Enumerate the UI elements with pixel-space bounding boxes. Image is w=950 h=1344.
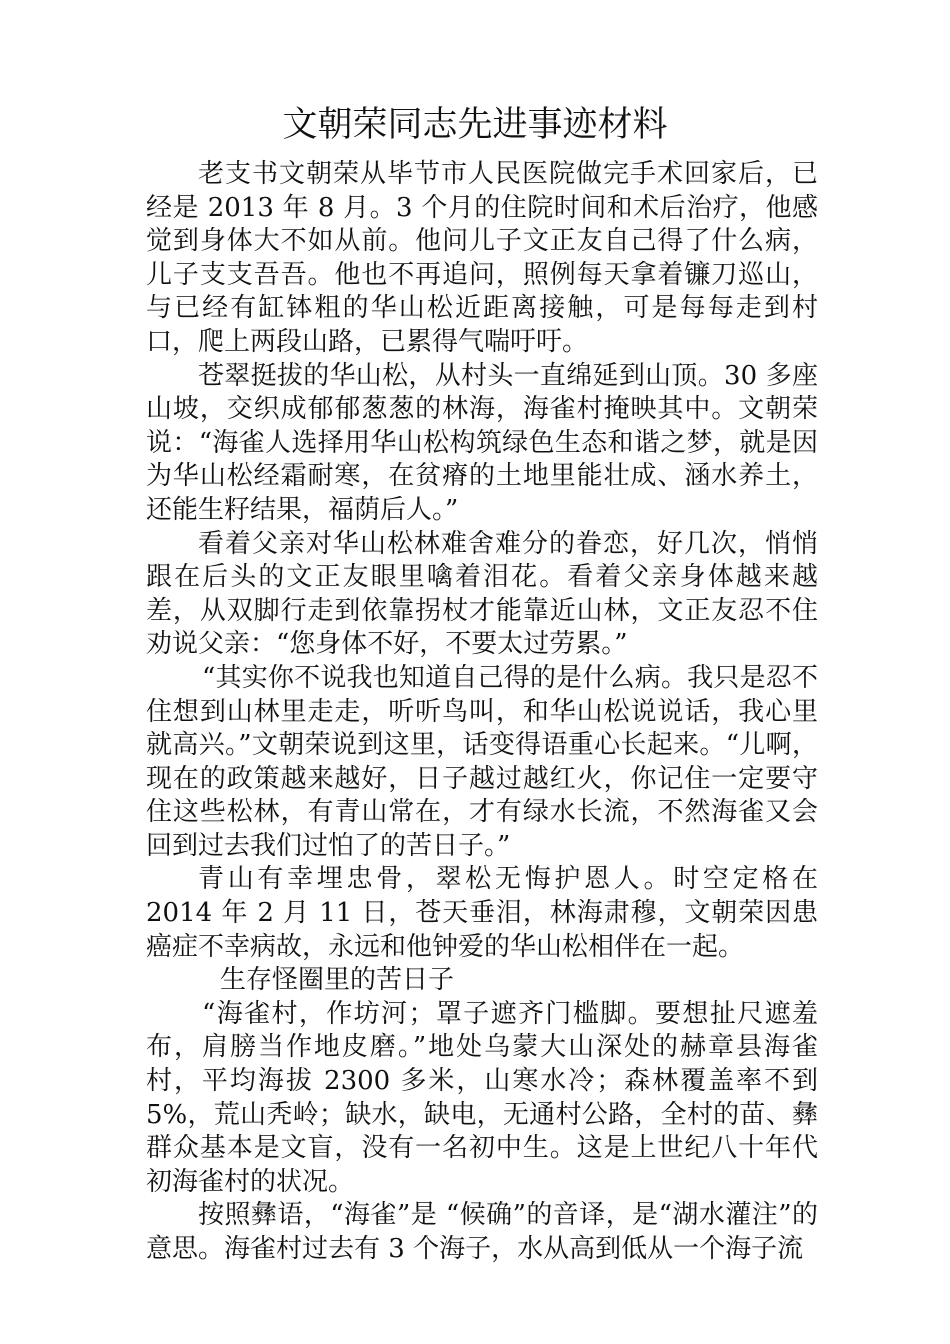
- document-body: [146, 158, 818, 1267]
- paragraph-2: 苍翠挺拔的华山松，从村头一直绵延到山顶。30 多座山坡，交织成郁郁葱葱的林海，海雀村掩映其中。文朝荣说：“海雀人选择用华山松构筑绿色生态和谐之梦，就是因为华山松经霜耐寒，在贫瘠的土地里能壮成、涵水养土，还能生籽结果，福荫后人。”: [146, 360, 818, 525]
- document-title: 文朝荣同志先进事迹材料: [282, 105, 668, 145]
- paragraph-4: “其实你不说我也知道自己得的是什么病。我只是忍不住想到山林里走走，听听鸟叫，和华山松说说话，我心里就高兴。”文朝荣说到这里，话变得语重心长起来。“儿啊，现在的政策越来越好，日子越过越红火，你记住一定要守住这些松林，有青山常在，才有绿水长流，不然海雀又会回到过去我们过怕了的苦日子。”: [146, 662, 818, 861]
- paragraph-5: 青山有幸埋忠骨，翠松无悔护恩人。时空定格在 2014 年 2 月 11 日，苍天垂泪，林海肃穆，文朝荣因患癌症不幸病故，永远和他钟爱的华山松相伴在一起。: [146, 864, 818, 962]
- paragraph-3: 看着父亲对华山松林难舍难分的眷恋，好几次，悄悄跟在后头的文正友眼里噙着泪花。看着父亲身体越来越差，从双脚行走到依靠拐杖才能靠近山林，文正友忍不住劝说父亲：“您身体不好，不要太过劳累。”: [146, 528, 818, 660]
- section-subheading: 生存怪圈里的苦日子: [220, 965, 455, 996]
- paragraph-7: 按照彝语，“海雀”是 “候确”的音译，是“湖水灌注”的意思。海雀村过去有 3 个海子，水从高到低从一个海子流: [146, 1200, 818, 1264]
- paragraph-6: “海雀村，作坊河；罩子遮齐门槛脚。要想扯尺遮羞布，肩膀当作地皮磨。”地处乌蒙大山深处的赫章县海雀村，平均海拔 2300 多米，山寒水冷；森林覆盖率不到 5%，荒山秃岭；缺水，缺电，无通村公路，全村的苗、彝群众基本是文盲，没有一名初中生。这是上世纪八十年代初海雀村的状况。: [146, 998, 818, 1197]
- paragraph-1: 老支书文朝荣从毕节市人民医院做完手术回家后，已经是 2013 年 8 月。3 个月的住院时间和术后治疗，他感觉到身体大不如从前。他问儿子文正友自己得了什么病，儿子支支吾吾。他也不再追问，照例每天拿着镰刀巡山，与已经有缸钵粗的华山松近距离接触，可是每每走到村口，爬上两段山路，已累得气喘吁吁。: [146, 159, 818, 357]
